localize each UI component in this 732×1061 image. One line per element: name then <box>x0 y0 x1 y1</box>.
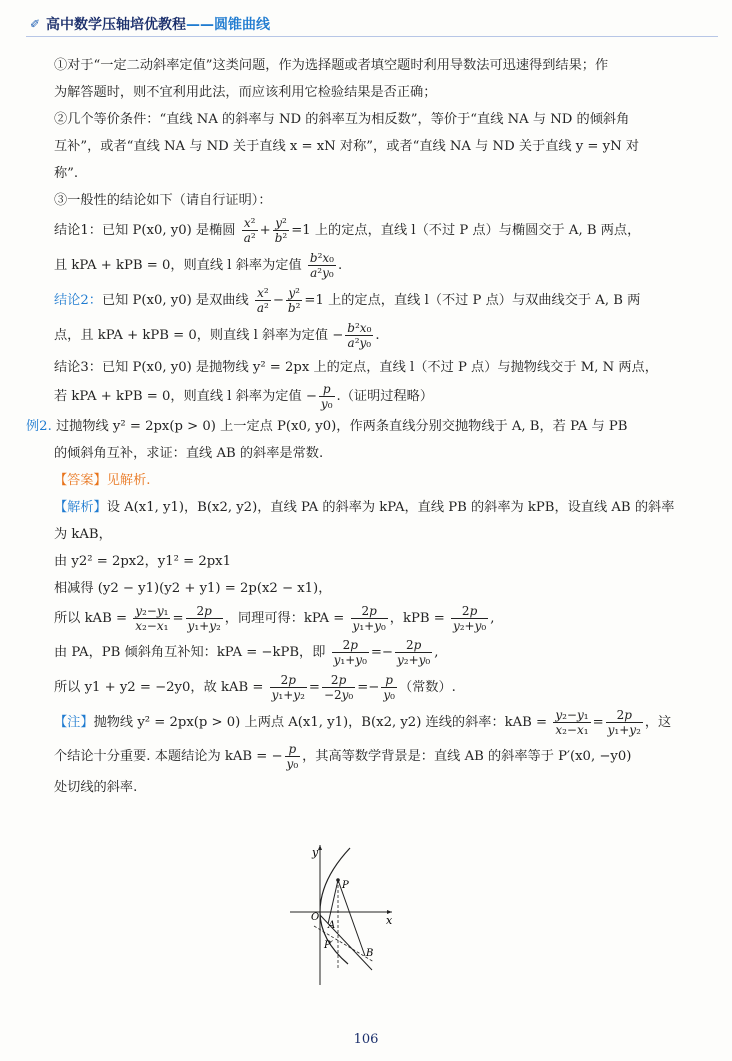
fraction: $\frac{2p}{\text{y₁+y₂}}$ <box>271 673 305 702</box>
example-label: 例2. <box>26 419 52 434</box>
conclusion-2-line-2: 点，且 kPA + kPB = 0，则直线 l 斜率为定值 − $\frac{\text{b²x₀}}{\text{a²y₀}}$ . <box>54 321 380 350</box>
fraction: $\frac{\text{y₂−y₁}}{\text{x₂−x₁}}$ <box>135 604 169 633</box>
note-1-line-1: ①对于“一定二动斜率定值”这类问题，作为选择题或者填空题时利用导数法可迅速得到结果；作 <box>54 58 609 73</box>
fraction: $\frac{2p}{\text{y₁+y₀}}$ <box>352 604 386 633</box>
point-p <box>336 878 340 882</box>
step-4: 由 PA，PB 倾斜角互补知：kPA = −kPB，即 $\frac{2p}{\text{y₁+y₀}}$ =− $\frac{2p}{\text{y₂+y₀}}$ , <box>54 638 439 667</box>
fraction: $\frac{\text{x²}}{\text{a²}}$ <box>256 286 269 315</box>
x-axis-label: x <box>386 914 393 927</box>
p-label: P <box>342 880 349 891</box>
fraction: $\frac{2p}{\text{y₁+y₂}}$ <box>187 604 221 633</box>
note-line-1: 【注】抛物线 y² = 2px(p > 0) 上两点 A(x1, y1)，B(x2, y2) 连线的斜率：kAB = $\frac{\text{y₂−y₁}}{\text{x₂−x₁}}$ = $\frac{2p}{\text{y₁+y₂}}$ ，这 <box>54 708 672 737</box>
page-number: 106 <box>353 1032 379 1047</box>
step-5: 所以 y1 + y2 = −2y0，故 kAB = $\frac{2p}{\text{y₁+y₂}}$ = $\frac{2p}{\text{−2y₀}}$ =− $\frac{p}{\text{y₀}}$ （常数）. <box>54 673 456 702</box>
header-title: 高中数学压轴培优教程——圆锥曲线 <box>46 17 270 33</box>
y-axis-arrow <box>318 845 322 850</box>
parabola-figure <box>290 840 400 990</box>
note-2-line-3: 称”. <box>54 166 79 181</box>
fraction: $\frac{\text{b²x₀}}{\text{a²y₀}}$ <box>309 251 334 280</box>
note-2-line-1: ②几个等价条件：“直线 NA 的斜率与 ND 的斜率互为相反数”，等价于“直线 NA 与 ND 的倾斜角 <box>54 112 630 127</box>
y-axis-label: y <box>312 846 319 859</box>
fraction: $\frac{\text{y²}}{\text{b²}}$ <box>274 216 288 245</box>
conclusion-3-line-1: 结论3：已知 P(x0, y0) 是抛物线 y² = 2px 上的定点，直线 l（不过 P 点）与抛物线交于 M, N 两点， <box>54 360 658 375</box>
analysis-line-1: 【解析】设 A(x1, y1)，B(x2, y2)，直线 PA 的斜率为 kPA，直线 PB 的斜率为 kPB，设直线 AB 的斜率 <box>54 500 675 515</box>
fraction: $\frac{2p}{\text{y₂+y₀}}$ <box>452 604 487 633</box>
note-2-line-2: 互补”，或者“直线 NA 与 ND 关于直线 x = xN 对称”，或者“直线 NA 与 ND 关于直线 y = yN 对 <box>54 139 640 154</box>
analysis-line-2: 为 kAB， <box>54 527 112 542</box>
note-1-line-2: 为解答题时，则不宜利用此法，而应该利用它检验结果是否正确； <box>54 85 437 100</box>
fraction: $\frac{\text{b²x₀}}{\text{a²y₀}}$ <box>347 321 372 350</box>
fraction: $\frac{2p}{\text{y₂+y₀}}$ <box>396 638 431 667</box>
fraction: $\frac{2p}{\text{y₁+y₀}}$ <box>333 638 367 667</box>
page-body <box>26 52 702 801</box>
p-prime-label: P′ <box>324 940 333 951</box>
fraction: $\frac{p}{\text{y₀}}$ <box>383 673 395 702</box>
fraction: $\frac{2p}{\text{y₁+y₂}}$ <box>607 708 641 737</box>
conclusion-1-line-2: 且 kPA + kPB = 0，则直线 l 斜率为定值 $\frac{\text{b²x₀}}{\text{a²y₀}}$ . <box>54 251 343 280</box>
answer-line: 【答案】见解析. <box>54 473 151 488</box>
running-header <box>26 8 718 37</box>
example-line-2: 的倾斜角互补，求证：直线 AB 的斜率是常数. <box>54 446 324 461</box>
step-1: 由 y2² = 2px2，y1² = 2px1 <box>54 554 232 569</box>
b-label: B <box>366 948 374 959</box>
conclusion-3-line-2: 若 kPA + kPB = 0，则直线 l 斜率为定值 − $\frac{p}{\text{y₀}}$ .（证明过程略） <box>54 382 434 411</box>
fraction: $\frac{\text{y²}}{\text{b²}}$ <box>287 286 301 315</box>
conclusion-2-line-1: 结论2：已知 P(x0, y0) 是双曲线 $\frac{\text{x²}}{\text{a²}}$ − $\frac{\text{y²}}{\text{b²}}$ =1 上的定点，直线 l（不过 P 点）与双曲线交于 A, B 两 <box>54 286 641 315</box>
fraction: $\frac{\text{x²}}{\text{a²}}$ <box>243 216 256 245</box>
fraction: $\frac{2p}{\text{−2y₀}}$ <box>323 673 354 702</box>
origin-label: O <box>311 912 320 923</box>
line-pa <box>328 880 338 924</box>
tangent-line <box>314 926 374 962</box>
fraction: $\frac{p}{\text{y₀}}$ <box>286 742 299 771</box>
fraction: $\frac{p}{\text{y₀}}$ <box>320 382 333 411</box>
note-line-3: 处切线的斜率. <box>54 780 138 795</box>
example-line-1: 例2. 过抛物线 y² = 2px(p > 0) 上一定点 P(x0, y0)，作两条直线分别交抛物线于 A, B，若 PA 与 PB <box>26 419 628 434</box>
book-logo-icon: ✐ <box>30 17 41 31</box>
note-line-2: 个结论十分重要. 本题结论为 kAB = − $\frac{p}{\text{y₀}}$ ，其高等数学背景是：直线 AB 的斜率等于 P′(x0, −y0) <box>54 742 632 771</box>
step-3: 所以 kAB = $\frac{\text{y₂−y₁}}{\text{x₂−x₁}}$ = $\frac{2p}{\text{y₁+y₂}}$ ，同理可得：kPA = $\frac{2p}{\text{y₁+y₀}}$ ，kPB = $\frac{2p}{\text{y₂+y₀}}$ , <box>54 604 495 633</box>
a-label: A <box>328 920 336 931</box>
conclusion-1-line-1: 结论1：已知 P(x0, y0) 是椭圆 $\frac{\text{x²}}{\text{a²}}$ + $\frac{\text{y²}}{\text{b²}}$ =1 上的定点，直线 l（不过 P 点）与椭圆交于 A, B 两点， <box>54 216 641 245</box>
line-pb <box>338 880 365 956</box>
step-2: 相减得 (y2 − y1)(y2 + y1) = 2p(x2 − x1)， <box>54 581 332 596</box>
fraction: $\frac{\text{y₂−y₁}}{\text{x₂−x₁}}$ <box>555 708 589 737</box>
note-3: ③一般性的结论如下（请自行证明）： <box>54 193 272 208</box>
